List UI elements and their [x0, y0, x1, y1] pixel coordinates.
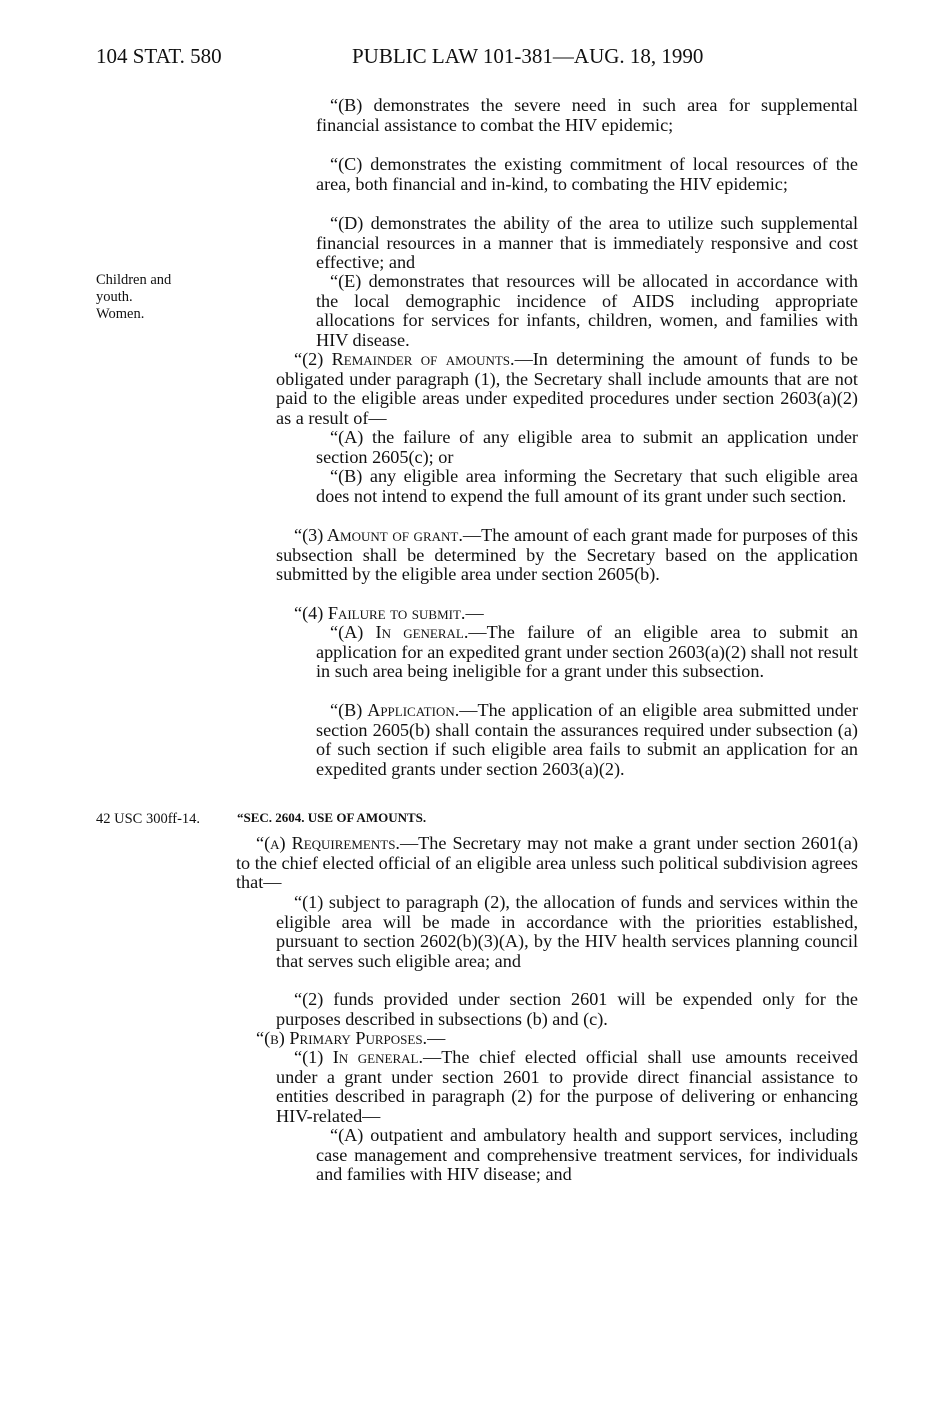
law-title: PUBLIC LAW 101-381—AUG. 18, 1990 — [352, 44, 704, 68]
para-3-text: —The amount of each grant made for purposes of this subsection shall be determined by the Secretary based on the application submitted by the eligible area under section 2605(b). — [276, 525, 859, 584]
para-2 — [276, 350, 858, 428]
subsection-b-1-label: “(1) In general. — [294, 1047, 423, 1067]
para-4-a — [316, 623, 858, 682]
subsection-b — [236, 1029, 858, 1049]
para-2-a: “(A) the failure of any eligible area to submit an application under section 2605(c); or — [316, 427, 858, 467]
margin-note-children-line2: youth. — [96, 289, 133, 305]
para-2-b: “(B) any eligible area informing the Secretary that such eligible area does not intend to expend the full amount of its grant under such section. — [316, 466, 858, 506]
margin-note-women: Women. — [96, 306, 145, 322]
para-1-b: “(B) demonstrates the severe need in such area for supplemental financial assistance to combat the HIV epidemic; — [316, 95, 858, 135]
para-4-b-label: “(B) Application. — [330, 700, 460, 720]
para-4-a-text: —The failure of an eligible area to submit an application for an expedited grant under section 2603(a)(2) shall not result in such area being ineligible for a grant under this subsection. — [316, 622, 858, 681]
para-1-e: “(E) demonstrates that resources will be allocated in accordance with the local demographic incidence of AIDS including appropriate allocations for services for infants, children, women, and families with HIV disease. — [316, 271, 858, 350]
subsection-b-1 — [276, 1048, 858, 1126]
para-2-label: “(2) Remainder of amounts. — [294, 349, 515, 369]
para-1-c: “(C) demonstrates the existing commitment of local resources of the area, both financial and in-kind, to combating the HIV epidemic; — [316, 154, 858, 194]
subsection-b-label: “(b) Primary Purposes.— — [256, 1028, 446, 1048]
subsection-b-1-text: —The chief elected official shall use amounts received under a grant under section 2601 to provide direct financial assistance to entities described in paragraph (2) for the purpose of delivering or enhancing HIV-related— — [276, 1047, 859, 1126]
stat-reference: 104 STAT. 580 — [96, 44, 222, 68]
para-3-label: “(3) Amount of grant. — [294, 525, 463, 545]
subsection-a-2: “(2) funds provided under section 2601 will be expended only for the purposes described in subsections (b) and (c). — [276, 989, 858, 1029]
margin-note-children-line1: Children and — [96, 272, 172, 288]
para-4 — [276, 604, 858, 624]
margin-note-children — [96, 272, 171, 323]
subsection-a-label: “(a) Requirements. — [256, 833, 400, 853]
subsection-a-text: —The Secretary may not make a grant under section 2601(a) to the chief elected official of an eligible area unless such political subdivision agrees that— — [236, 833, 858, 892]
subsection-a-1: “(1) subject to paragraph (2), the allocation of funds and services within the eligible area will be made in accordance with the priorities established, pursuant to section 2602(b)(3)(A), by the HIV health services planning council that serves such eligible area; and — [276, 892, 858, 971]
para-4-b — [316, 701, 858, 779]
section-heading: “SEC. 2604. USE OF AMOUNTS. — [237, 810, 427, 825]
para-4-a-label: “(A) In general. — [330, 622, 469, 642]
para-1-d: “(D) demonstrates the ability of the area to utilize such supplemental financial resources in a manner that is immediately responsive and cost effective; and — [316, 213, 858, 272]
subsection-b-1-a: “(A) outpatient and ambulatory health and support services, including case management and comprehensive treatment services, for individuals and families with HIV disease; and — [316, 1125, 858, 1184]
margin-note-usc: 42 USC 300ff-14. — [96, 811, 201, 827]
para-3 — [276, 526, 858, 585]
para-2-text: —In determining the amount of funds to be obligated under paragraph (1), the Secretary shall include amounts that are not paid to the eligible areas under expedited procedures under section 2603(a)(2) as a result of— — [276, 349, 858, 428]
subsection-a — [236, 834, 858, 893]
para-4-label: “(4) Failure to submit.— — [294, 603, 484, 623]
para-4-b-text: —The application of an eligible area submitted under section 2605(b) shall contain the assurances required under subsection (a) of such section if such eligible area fails to submit an application for an expedited grants under section 2603(a)(2). — [316, 700, 858, 779]
